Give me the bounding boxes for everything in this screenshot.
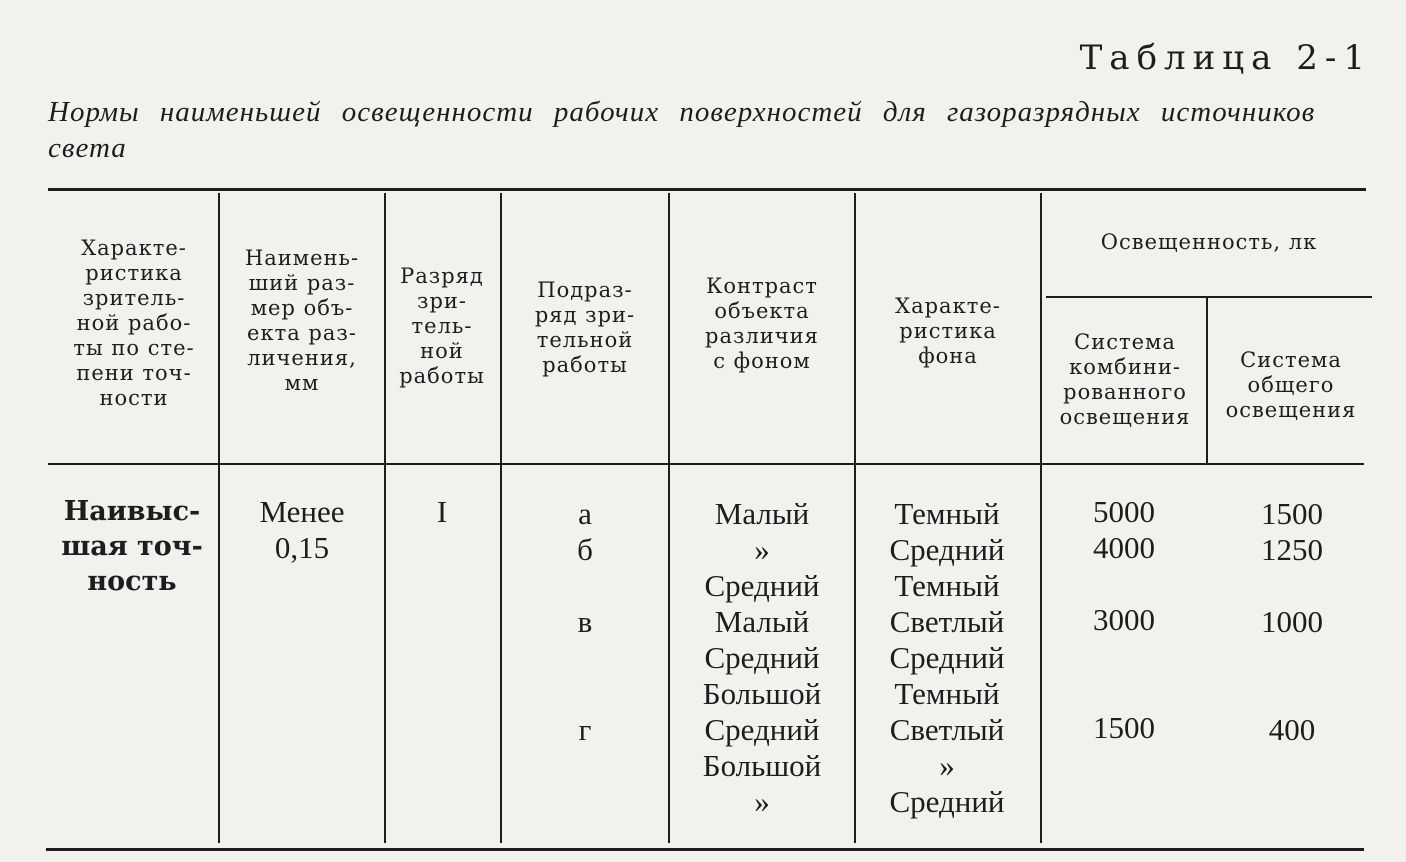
- general-illum-list: [1210, 496, 1374, 820]
- list-item: [504, 784, 666, 820]
- list-item: [1044, 638, 1204, 674]
- list-item: [1044, 782, 1204, 818]
- list-item: Светлый: [889, 712, 1005, 747]
- col-divider-3: [500, 193, 502, 843]
- list-item: Темный: [894, 496, 1000, 531]
- list-item: 1250: [1261, 532, 1323, 567]
- top-rule: [48, 188, 1366, 191]
- list-item: [1210, 748, 1374, 784]
- list-item: 4000: [1093, 530, 1155, 565]
- list-item: Большой: [702, 748, 822, 783]
- table-caption: Нормы наименьшей освещенности рабочих поверхностей для газоразрядных источников света: [48, 96, 1316, 164]
- list-item: [504, 748, 666, 784]
- header-contrast: Контраст объекта различия с фоном: [705, 274, 819, 373]
- list-item: 1500: [1261, 496, 1323, 531]
- header-general-system: Система общего освещения: [1225, 348, 1357, 422]
- table-number: Таблица 2-1: [1079, 38, 1372, 78]
- cell-category: I: [436, 494, 448, 529]
- bottom-rule: [46, 848, 1364, 851]
- list-item: »: [754, 784, 770, 819]
- list-item: [1044, 566, 1204, 602]
- list-item: Малый: [714, 496, 810, 531]
- background-list: [852, 496, 1042, 820]
- list-item: 400: [1268, 712, 1316, 747]
- list-item: [1210, 640, 1374, 676]
- header-precision: Характе- ристика зритель- ной рабо- ты по сте- пени точ- ности: [73, 236, 195, 410]
- list-item: [1044, 746, 1204, 782]
- list-item: »: [939, 748, 955, 783]
- list-item: [1210, 784, 1374, 820]
- subcategory-list: [504, 496, 666, 820]
- list-item: [1210, 676, 1374, 712]
- header-subcategory: Подраз- ряд зри- тельной работы: [534, 278, 636, 377]
- list-item: 5000: [1093, 494, 1155, 529]
- header-object-size: Наимень- ший раз- мер объ- екта раз- личения, мм: [244, 246, 360, 395]
- header-rule: [48, 463, 1364, 465]
- cell-object-size: Менее 0,15: [259, 494, 345, 565]
- cell-precision: Наивыс- шая точ- ность: [61, 496, 203, 597]
- list-item: »: [754, 532, 770, 567]
- list-item: [504, 640, 666, 676]
- list-item: Средний: [889, 532, 1005, 567]
- list-item: Средний: [704, 568, 820, 603]
- combined-illum-list: [1044, 494, 1204, 818]
- list-item: Средний: [889, 640, 1005, 675]
- list-item: [504, 568, 666, 604]
- list-item: Средний: [889, 784, 1005, 819]
- list-item: [1044, 674, 1204, 710]
- col-divider-1: [218, 193, 220, 843]
- list-item: Светлый: [889, 604, 1005, 639]
- list-item: Темный: [894, 568, 1000, 603]
- contrast-list: [664, 496, 860, 820]
- list-item: а: [578, 496, 592, 531]
- list-item: в: [577, 604, 593, 639]
- illum-subrule: [1046, 296, 1372, 298]
- col-divider-7: [1206, 298, 1208, 463]
- header-background: Характе- ристика фона: [895, 294, 1001, 368]
- list-item: 3000: [1093, 602, 1155, 637]
- header-combined-system: Система комбини- рованного освещения: [1059, 330, 1191, 429]
- list-item: Малый: [714, 604, 810, 639]
- list-item: Средний: [704, 640, 820, 675]
- list-item: [504, 676, 666, 712]
- list-item: б: [577, 532, 593, 567]
- list-item: 1500: [1093, 710, 1155, 745]
- list-item: Темный: [894, 676, 1000, 711]
- list-item: [1210, 568, 1374, 604]
- list-item: Большой: [702, 676, 822, 711]
- header-category: Разряд зри- тель- ной работы: [399, 264, 485, 388]
- list-item: г: [578, 712, 592, 747]
- header-illumination: Освещенность, лк: [1100, 230, 1318, 254]
- list-item: Средний: [704, 712, 820, 747]
- list-item: 1000: [1261, 604, 1323, 639]
